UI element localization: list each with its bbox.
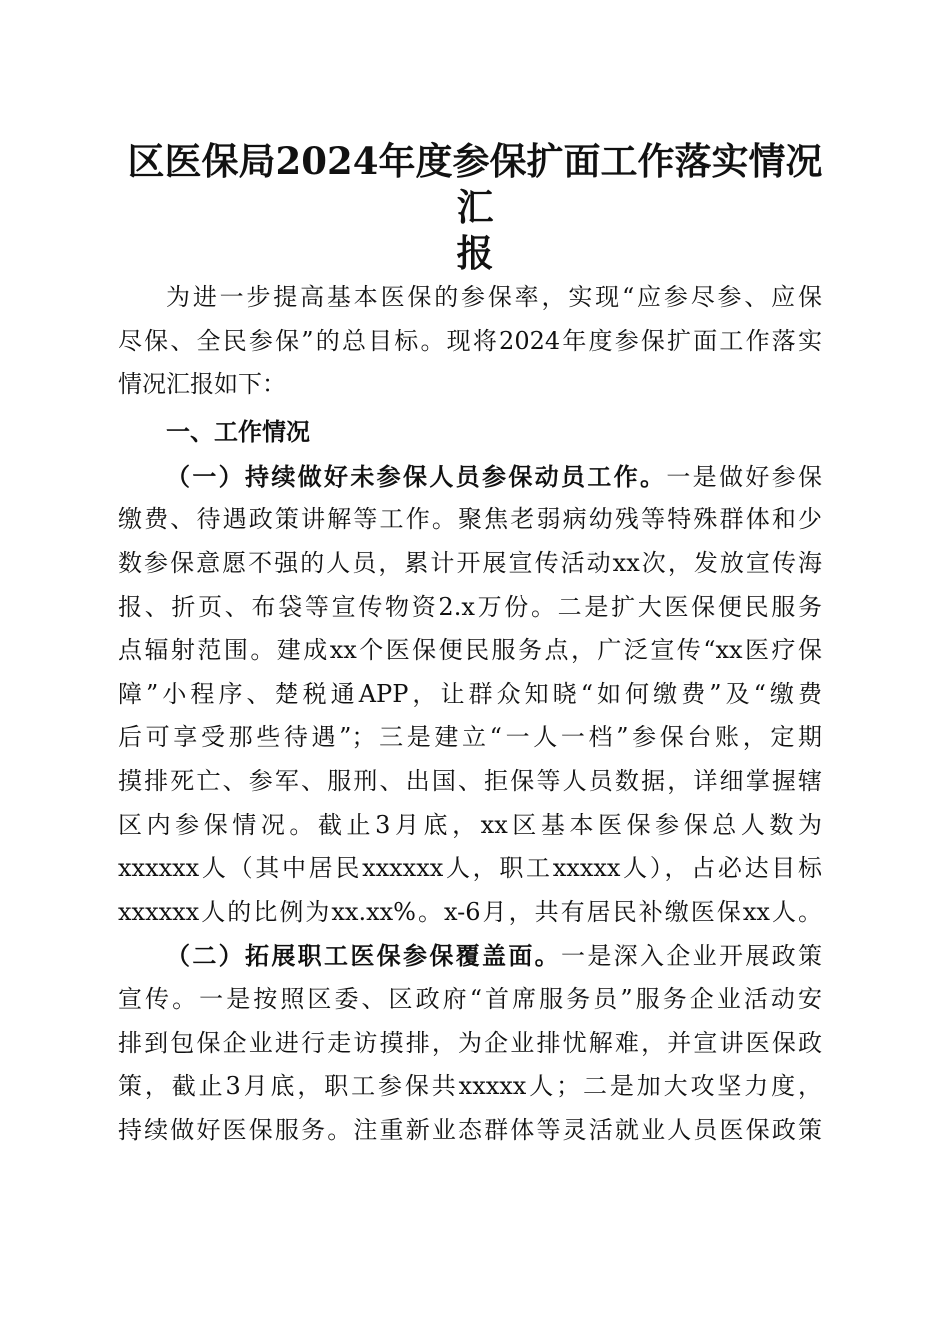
text-line [118, 410, 822, 455]
bold-lead-text: （二）拓展职工医保参保覆盖面。 [166, 941, 561, 971]
body-text: 尽保、全民参保”的总目标。现将2024年度参保扩面工作落实 [118, 326, 822, 355]
body-text: 策，截止3月底，职工参保共xxxxx人；二是加大攻坚力度， [118, 1072, 822, 1101]
document-title [120, 138, 830, 276]
text-line [118, 891, 822, 935]
body-text: 后可享受那些待遇”；三是建立“一人一档”参保台账，定期 [118, 723, 822, 752]
body-text: 区内参保情况。截止3月底，xx区基本医保参保总人数为 [118, 810, 822, 839]
section-heading [118, 410, 822, 455]
text-line [118, 804, 822, 848]
text-line [118, 760, 822, 804]
body-text: 情况汇报如下： [118, 370, 286, 399]
body-text: 持续做好医保服务。注重新业态群体等灵活就业人员医保政策 [118, 1115, 822, 1144]
body-text: 障”小程序、楚税通APP，让群众知晓“如何缴费”及“缴费 [118, 679, 822, 708]
text-line [118, 847, 822, 891]
text-line [118, 276, 822, 320]
body-text: 点辐射范围。建成xx个医保便民服务点，广泛宣传“xx医疗保 [118, 636, 822, 665]
body-text: 缴费、待遇政策讲解等工作。聚焦老弱病幼残等特殊群体和少 [118, 505, 822, 534]
bold-lead-text: （一）持续做好未参保人员参保动员工作。 [166, 461, 667, 491]
document-body [118, 276, 822, 1152]
body-text: xxxxxx人（其中居民xxxxxx人，职工xxxxx人），占必达目标 [118, 854, 822, 883]
text-line [118, 1065, 822, 1109]
paragraph [118, 455, 822, 935]
body-text: 宣传。一是按照区委、区政府“首席服务员”服务企业活动安 [118, 984, 822, 1013]
body-text: 排到包保企业进行走访摸排，为企业排忧解难，并宣讲医保政 [118, 1028, 822, 1057]
text-line [118, 1109, 822, 1153]
text-line [118, 978, 822, 1022]
bold-lead-text: 一、工作情况 [166, 416, 310, 446]
text-line [118, 363, 822, 407]
text-line [118, 320, 822, 364]
text-line [118, 934, 822, 978]
text-line [118, 586, 822, 630]
text-line [118, 1022, 822, 1066]
body-text: 为进一步提高基本医保的参保率，实现“应参尽参、应保 [166, 283, 822, 311]
title-line: 区医保局2024年度参保扩面工作落实情况汇 [127, 139, 823, 229]
body-text: 报、折页、布袋等宣传物资2.x万份。二是扩大医保便民服务 [118, 592, 822, 621]
text-line [118, 542, 822, 586]
text-line [118, 716, 822, 760]
text-line [118, 455, 822, 499]
text-line [118, 629, 822, 673]
body-text: xxxxxx人的比例为xx.xx%。x-6月，共有居民补缴医保xx人。 [118, 897, 822, 926]
text-line [118, 673, 822, 717]
body-text: 数参保意愿不强的人员，累计开展宣传活动xx次，发放宣传海 [118, 548, 822, 577]
text-line [118, 498, 822, 542]
paragraph [118, 276, 822, 407]
body-text: 一是深入企业开展政策 [561, 942, 822, 971]
title-line: 报 [456, 231, 494, 275]
body-text: 摸排死亡、参军、服刑、出国、拒保等人员数据，详细掌握辖 [118, 766, 822, 795]
body-text: 一是做好参保 [666, 462, 823, 491]
paragraph [118, 934, 822, 1152]
